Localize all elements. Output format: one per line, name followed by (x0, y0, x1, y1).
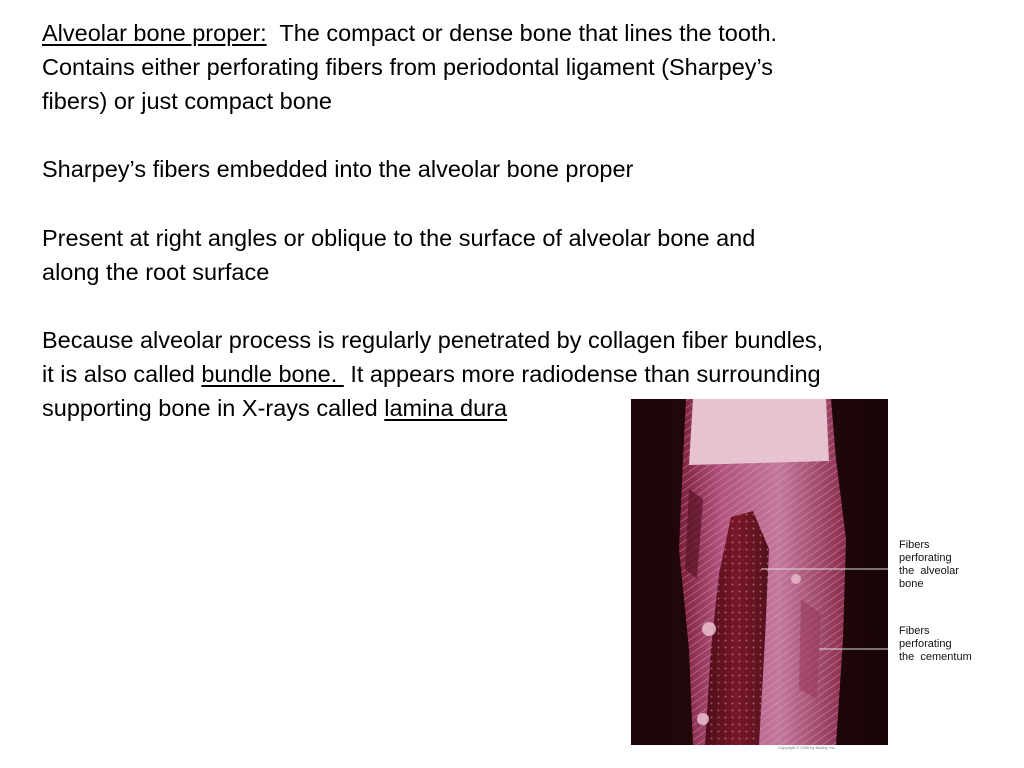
callout1-line-4: bone (899, 578, 924, 590)
callout1-line-1: Fibers (899, 539, 930, 551)
p4-line-2-post: It appears more radiodense than surrounding (343, 361, 821, 387)
p1-line-3: fibers) or just compact bone (42, 88, 332, 114)
marrow-space-1 (702, 622, 716, 636)
p1-line-2: Contains either perforating fibers from periodontal ligament (Sharpey’s (42, 54, 774, 80)
callout1-line-3: the alveolar (899, 565, 959, 577)
marrow-space-2 (697, 713, 709, 725)
term-bundle-bone: bundle bone. (201, 361, 344, 387)
callout-fibers-alveolar-bone (899, 539, 959, 591)
paragraph-alveolar-bone-proper (42, 16, 1002, 118)
bone-spicule-right (799, 599, 821, 699)
callout-fibers-cementum (899, 625, 972, 664)
paragraph-orientation (42, 221, 1002, 289)
p4-line-1: Because alveolar process is regularly penetrated by collagen fiber bundles, (42, 327, 824, 353)
p3-line-1: Present at right angles or oblique to the surface of alveolar bone and (42, 225, 756, 251)
p1-line-1-rest: The compact or dense bone that lines the tooth. (266, 20, 778, 46)
p2-line-1: Sharpey’s fibers embedded into the alveolar bone proper (42, 156, 634, 182)
callout1-line-2: perforating (899, 552, 952, 564)
callout2-line-1: Fibers (899, 625, 930, 637)
callout2-line-3: the cementum (899, 651, 972, 663)
p3-line-2: along the root surface (42, 259, 270, 285)
p4-line-2 (42, 357, 1002, 391)
upper-tissue-texture (689, 399, 829, 465)
figure-copyright: Copyright © 2006 by Mosby, Inc. (778, 745, 836, 750)
p4-line-2-pre: it is also called (42, 361, 202, 387)
callout2-line-2: perforating (899, 638, 952, 650)
term-alveolar-bone-proper: Alveolar bone proper: (42, 20, 267, 46)
p4-line-3-pre: supporting bone in X-rays called (42, 395, 385, 421)
p1-line-1 (42, 16, 1002, 50)
histology-micrograph (631, 399, 888, 745)
marrow-space-3 (791, 574, 801, 584)
paragraph-sharpeys-fibers (42, 152, 1002, 186)
term-lamina-dura: lamina dura (384, 395, 508, 421)
